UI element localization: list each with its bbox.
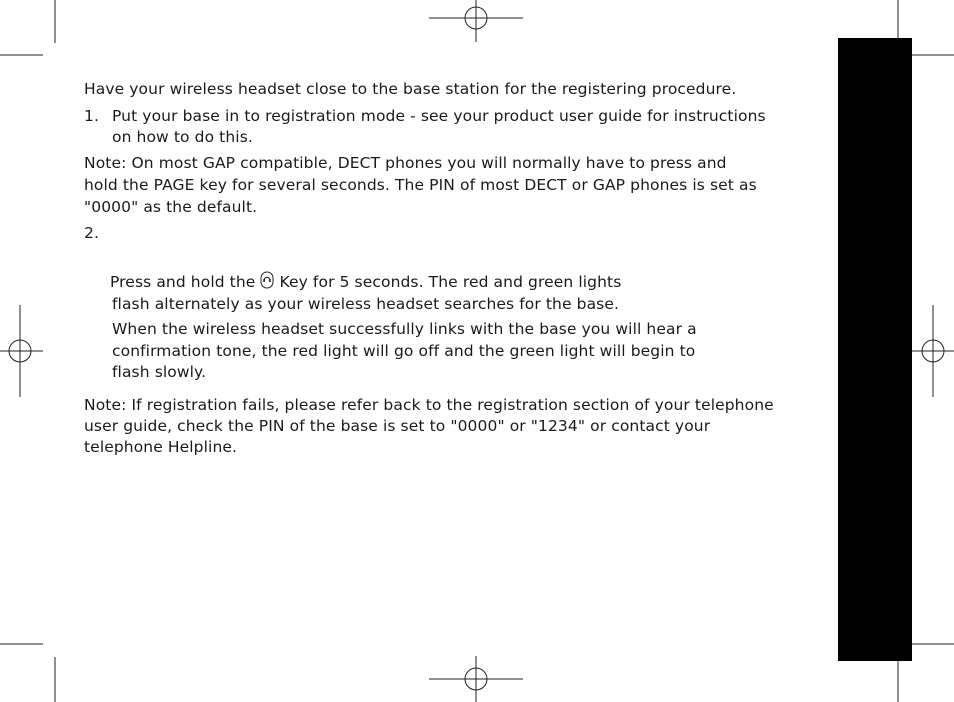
intro-text: Have your wireless headset close to the base station for the registering procedure. <box>84 80 737 98</box>
crosshair-icon <box>0 305 43 397</box>
note2-line1: Note: If registration fails, please refer back to the registration section of your telephone <box>84 396 774 414</box>
step1-line1: Put your base in to registration mode - see your product user guide for instructions <box>112 107 766 125</box>
note2-line2: user guide, check the PIN of the base is set to "0000" or "1234" or contact your <box>84 417 711 435</box>
step1-line2: on how to do this. <box>112 128 253 146</box>
note1-line3: "0000" as the default. <box>84 198 258 216</box>
crop-marks-bottom-left <box>0 644 55 702</box>
step2-press-after: Key for 5 seconds. The red and green lights <box>279 273 622 291</box>
note1-line1: Note: On most GAP compatible, DECT phones you will normally have to press and <box>84 154 727 172</box>
step2-line4: confirmation tone, the red light will go off and the green light will begin to <box>112 342 696 360</box>
step2-line5: flash slowly. <box>112 363 207 381</box>
crop-marks-top-left <box>0 0 55 55</box>
step2-line2: flash alternately as your wireless headset searches for the base. <box>112 295 620 313</box>
note1-line2: hold the PAGE key for several seconds. The PIN of most DECT or GAP phones is set as <box>84 176 757 194</box>
step1-number: 1. <box>84 107 99 125</box>
section-tab <box>838 38 912 661</box>
crosshair-icon <box>911 305 954 397</box>
step2-number: 2. <box>84 224 99 242</box>
crosshair-icon <box>429 0 523 42</box>
headset-key-icon <box>260 271 274 296</box>
crosshair-icon <box>429 656 523 702</box>
step2-press-before: Press and hold the <box>110 273 256 291</box>
step2-line1 <box>110 271 621 296</box>
note2-line3: telephone Helpline. <box>84 438 238 456</box>
step2-line3: When the wireless headset successfully links with the base you will hear a <box>112 320 697 338</box>
